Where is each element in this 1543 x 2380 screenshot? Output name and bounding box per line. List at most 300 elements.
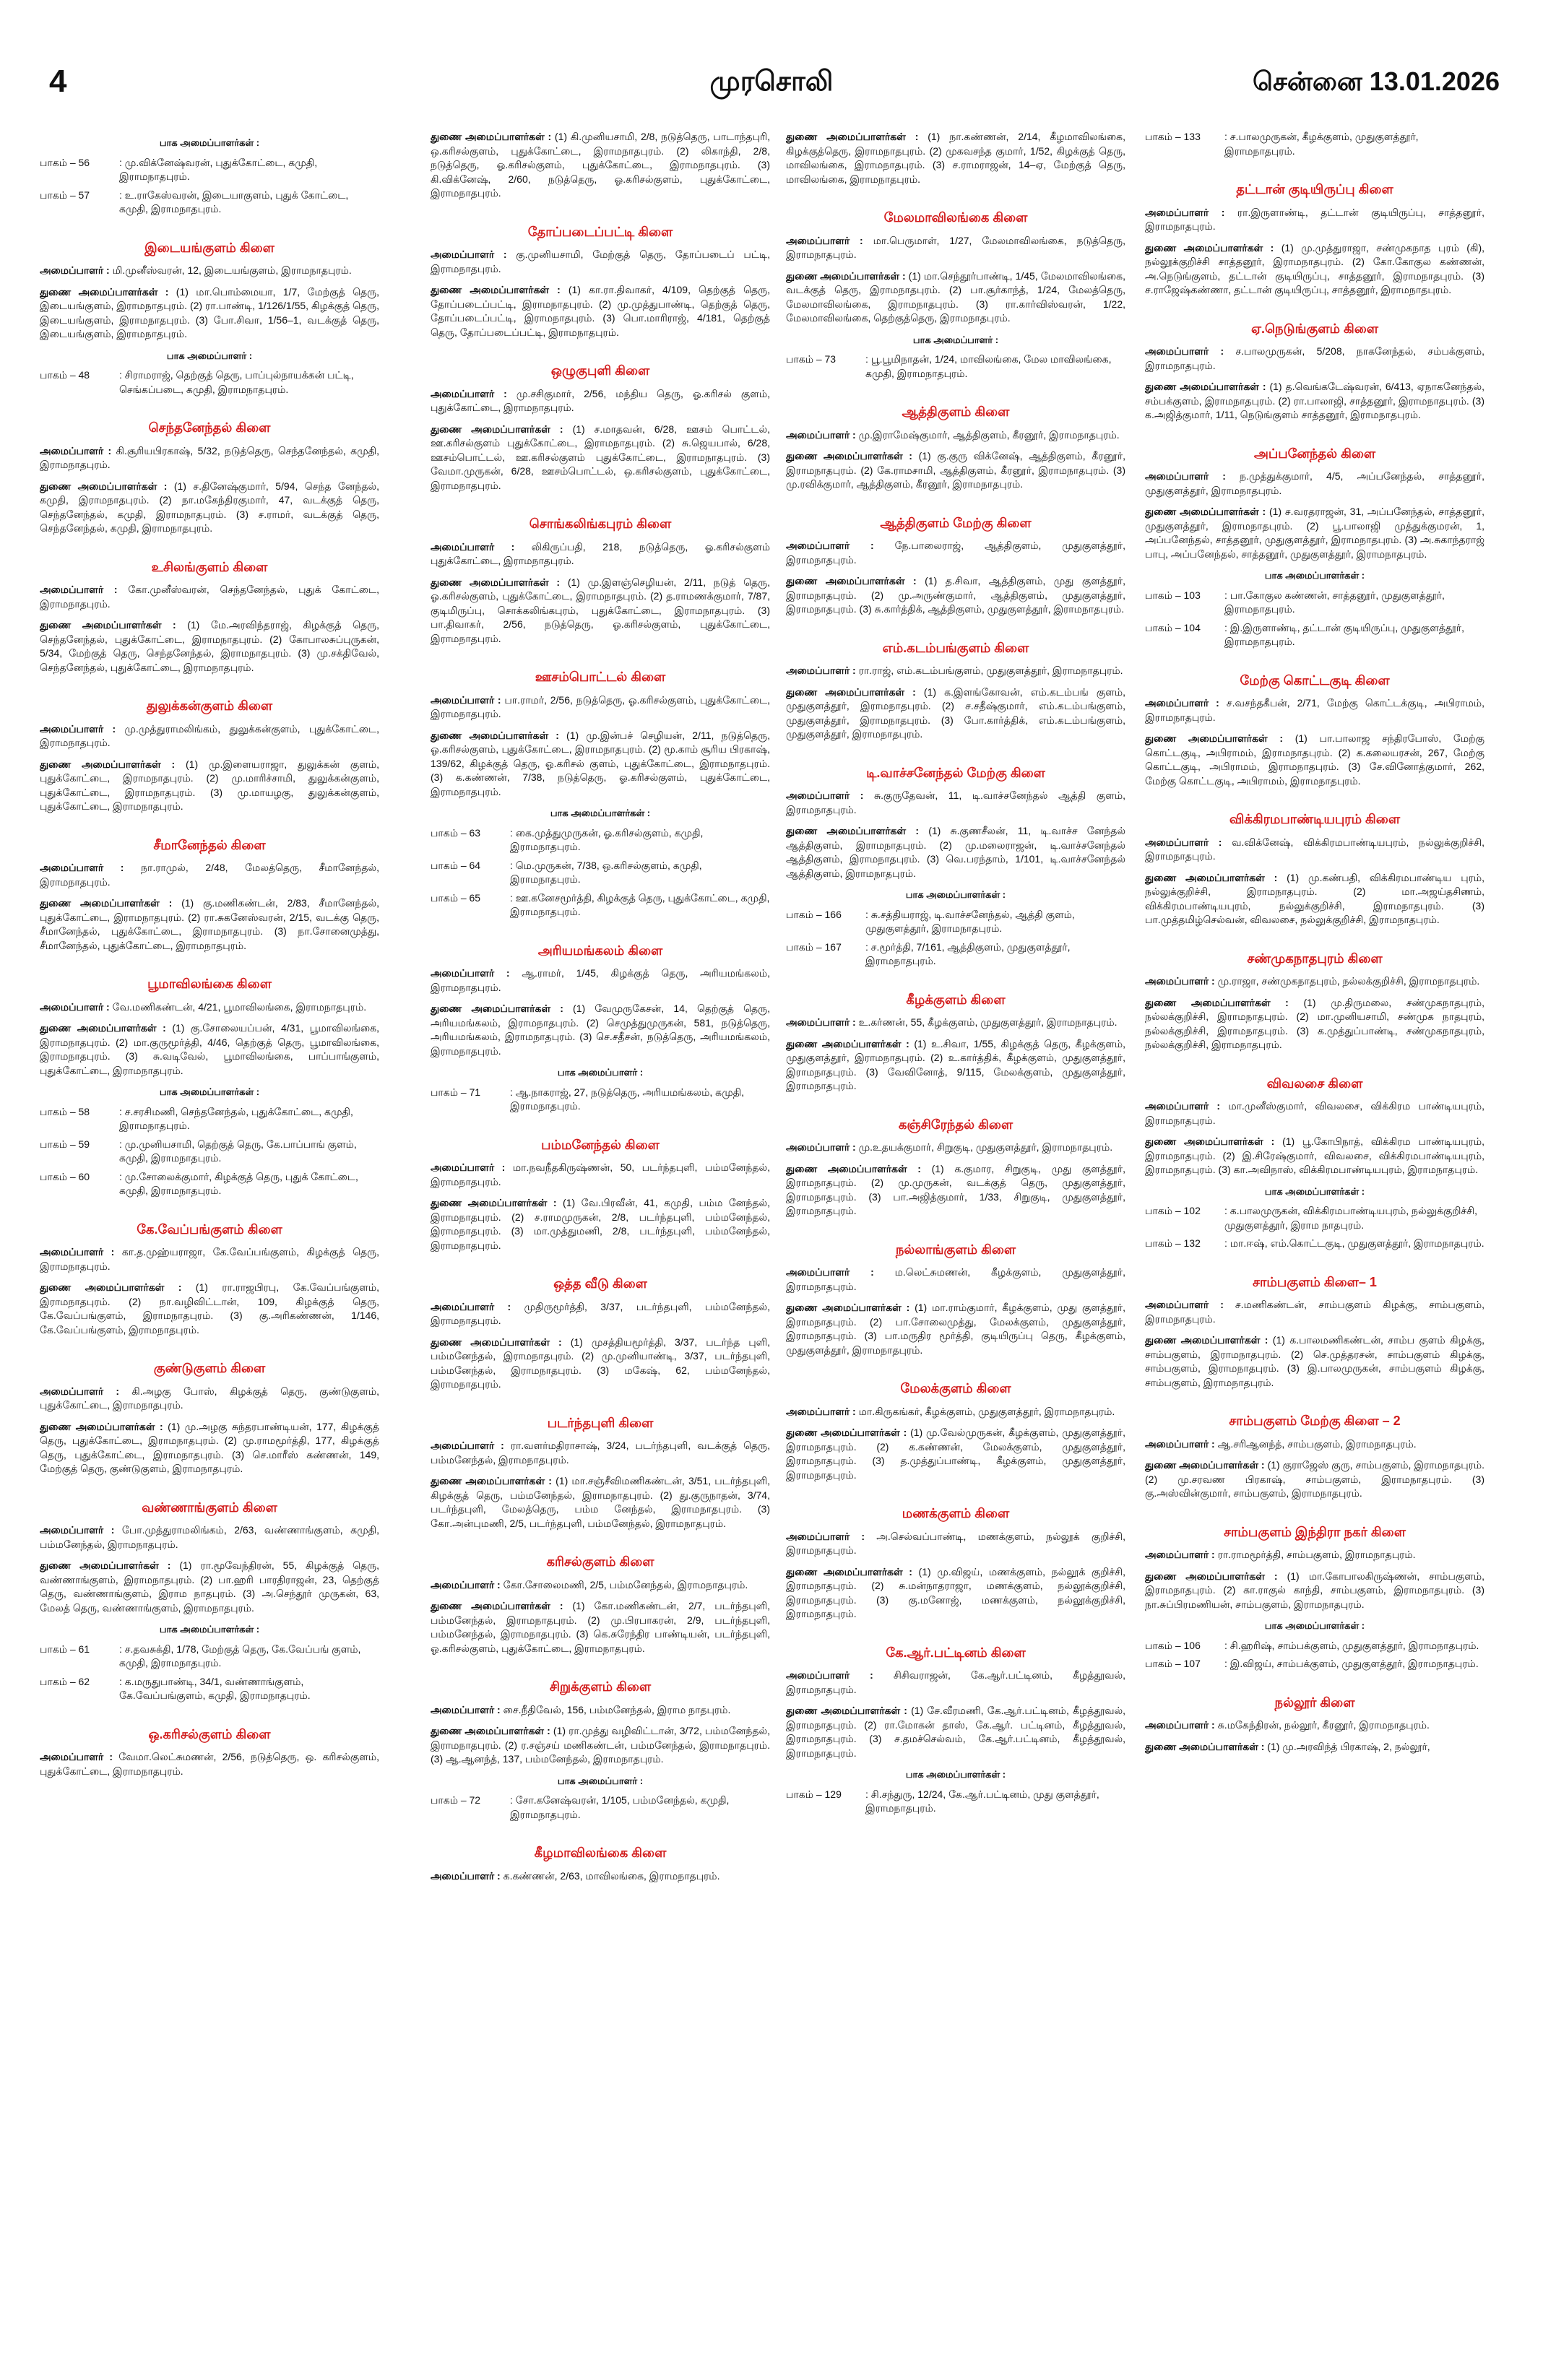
member-details: மு.ராஜா, சண்முகநாதபுரம், நல்லக்குறிச்சி, இராமநாதபுரம்.	[1217, 975, 1480, 987]
branch-heading: துலுக்கன்குளம் கிளை	[146, 698, 273, 713]
booth-details: : மு.சோலைக்குமார், கிழக்குத் தெரு, புதுக் கோட்டை, கமுதி, இராமநாதபுரம்.	[119, 1170, 358, 1196]
member-details: (1) கி.முனியசாமி, 2/8, நடுத்தெரு, பாடாந்தபுரி, ஒ.கரிசல்குளம், புதுக்கோட்டை, இராமநாதபுரம். (2) லிகாந்தி, 2/8, நடுத்தெரு, ஓ.கரிசல்குளம், புதுக்கோட்டை, இராமநாதபுரம். (3) கி.விக்னேஷ், 2/60, நடுத்தெரு, ஓ.கரிசல்குளம், புதுக்கோட்டை, இராமநாதபுரம்.	[431, 131, 770, 199]
member-entry	[1145, 206, 1484, 234]
member-entry	[786, 1265, 1125, 1294]
member-details: (1) சே.வீரமணி, கே.ஆர்.பட்டினம், கீழத்தூவல், இராமநாதபுரம். (2) ரா.மோகன் தாஸ், கே.ஆர். பட்டினம், கீழத்தூவல், இராமநாதபுரம். (3) ச.தமச்செல்வம், கே.ஆர்.பட்டினம், கீழத்தூவல், இராமநாதபுரம்.	[786, 1705, 1125, 1759]
branch-heading: கஞ்சிரேந்தல் கிளை	[898, 1117, 1013, 1132]
section-subtitle: பாக அமைப்பாளர்கள் :	[905, 889, 1006, 900]
member-entry	[786, 824, 1125, 880]
member-entry	[431, 693, 770, 722]
branch-heading: இடையங்குளம் கிளை	[144, 240, 275, 255]
branch-heading: அப்பனேந்தல் கிளை	[1253, 446, 1376, 461]
member-details: அ.செல்வப்பாண்டி, மணக்குளம், நல்லூக் குறிச்சி, இராமநாதபுரம்.	[786, 1530, 1125, 1556]
branch-heading: ஊசம்பொட்டல் கிளை	[535, 670, 666, 684]
member-details: வேமா.லெட்சுமணன், 2/56, நடுத்தெரு, ஒ. கரிசல்குளம், புதுக்கோட்டை, இராமநாதபுரம்.	[40, 1751, 379, 1777]
booth-details: : க.மருதுபாண்டி, 34/1, வண்ணாங்குளம், கே.வேப்பங்குளம், கமுதி, இராமநாதபுரம்.	[119, 1675, 311, 1701]
column-1	[40, 130, 379, 1786]
booth-row	[431, 1086, 770, 1114]
booth-row	[40, 156, 379, 184]
member-details: (1) கு.சோலையப்பன், 4/31, பூமாவிலங்கை, இராமநாதபுரம். (2) மா.குருமூர்த்தி, 4/46, தெற்குத் தெரு, பூமாவிலங்கை, இராமநாதபுரம். (3) சு.வடிவேல், பூமாவிலங்கை, பாப்பாங்குளம், புதுக்கோட்டை, இராமநாதபுரம்.	[40, 1022, 379, 1076]
role-label: அமைப்பாளர் :	[431, 387, 507, 399]
booth-row	[1145, 589, 1484, 617]
member-details: (1) மு.விஜய், மணக்குளம், நல்லூக் குறிச்சி, இராமநாதபுரம். (2) சு.மன்நாதராஜா, மணக்குளம், நல்லூக்குறிச்சி, இராமநாதபுரம். (3) கு.மனோஜ், மணக்குளம், நல்லூக்குறிச்சி, இராமநாதபுரம்.	[786, 1565, 1125, 1619]
member-details: (1) கு.மணிகண்டன், 2/83, சீமானேந்தல், புதுக்கோட்டை, இராமநாதபுரம். (2) ரா.சுகனேஸ்வரன், 2/15, வடக்கு தெரு, சீமானேந்தல், புதுக்கோட்டை, இராமநாதபுரம். (3) நா.சோனைமுத்து, சீமானேந்தல், புதுக்கோட்டை, இராமநாதபுரம்.	[40, 897, 379, 951]
booth-details: : இ.இருளாண்டி, தட்டான் குடியிருப்பு, முதுகுளத்தூர், இராமநாதபுரம்.	[1224, 621, 1464, 647]
role-label: துணை அமைப்பாளர்கள் :	[40, 1420, 163, 1432]
member-details: ஆ.சரிஆனந்த், சாம்பகுளம், இராமநாதபுரம்.	[1217, 1437, 1417, 1450]
role-label: அமைப்பாளர் :	[40, 264, 110, 276]
booth-row	[431, 826, 770, 854]
member-details: (1) மு.அழகு சுந்தரபாண்டியன், 177, கிழக்குத் தெரு, புதுக்கோட்டை, இராமநாதபுரம். (2) மு.ராமமூர்த்தி, 177, கிழக்குத் தெரு, புதுக்கோட்டை, இராமநாதபுரம். (3) செ.மாரீஸ் கண்ணன், 149, மேற்குத் தெரு, குண்டுகுளம், இராமநாதபுரம்.	[40, 1420, 379, 1474]
member-entry	[1145, 505, 1484, 561]
booth-row	[1145, 621, 1484, 649]
member-details: ஆ.ராமர், 1/45, கிழக்குத் தெரு, அரியமங்கலம், இராமநாதபுரம்.	[431, 967, 770, 993]
branch-heading: விக்கிரமபாண்டியபுரம் கிளை	[1229, 812, 1401, 826]
role-label: துணை அமைப்பாளர்கள் :	[40, 285, 169, 298]
booth-details: : க.பாலமுருகன், விக்கிரமபாண்டியபுரம், நல்லுக்குறிச்சி, முதுகுளத்தூர், இராம நாதபுரம்.	[1224, 1205, 1478, 1231]
newspaper-title: முரசொலி	[709, 66, 834, 97]
member-details: (1) வேமுருகேசன், 14, தெற்குத் தெரு, அரியமங்கலம், இராமநாதபுரம். (2) செமுத்துமுருகன், 581, நடுத்தெரு, அரியமங்கலம், இராமநாதபுரம். (3) செ.சதீசன், நடுத்தெரு, அரியமங்கலம், இராமநாதபுரம்.	[431, 1003, 770, 1057]
member-details: (1) மு.இன்பச் செழியன், 2/11, நடுத்தெரு, ஓ.கரிசல்குளம், புதுக்கோட்டை, இராமநாதபுரம். (2) மூ.காம் சூரிய பிரகாஷ், 139/62, கிழக்குத் தெரு, ஓ.கரிசல் குளம், புதுக்கோட்டை, இராமநாதபுரம். (3) க.கண்ணன், 7/38, நடுத்தெரு, ஓ.கரிசல்குளம், புதுக்கோட்டை, இராமநாதபுரம்.	[431, 729, 770, 797]
member-details: கா.த.முஹ்யராஜா, கே.வேப்பங்குளம், கிழக்குத் தெரு, இராமநாதபுரம்.	[40, 1246, 379, 1272]
branch-heading: டி.வாச்சனேந்தல் மேற்கு கிளை	[866, 765, 1045, 780]
branch-heading: சண்முகநாதபுரம் கிளை	[1247, 951, 1383, 966]
branch-heading: வண்ணாங்குளம் கிளை	[142, 1500, 277, 1515]
member-details: (1) மு.திருமலை, சண்முகநாதபுரம், நல்லக்குறிச்சி, இராமநாதபுரம். (2) மா.முனியசாமி, சண்முக நாதபுரம், நல்லக்குறிச்சி, இராமநாதபுரம். (3) க.முத்துப்பாண்டி, சண்முகநாதபுரம், நல்லக்குறிச்சி, இராமநாதபுரம்.	[1145, 996, 1484, 1050]
member-details: (1) மு.இளஞ்செழியன், 2/11, நடுத் தெரு, ஓ.கரிசல்குளம், புதுக்கோட்டை, இராமநாதபுரம். (2) த.ராமணக்குமார், 7/87, குடிமிருப்பு, சொக்கலிங்கபுரம், புதுக்கோட்டை, இராமநாதபுரம். (3) பா.திவாகர், 2/56, நடுத்தெரு, ஓ.கரிசல்குளம், புதுக்கோட்டை, இராமநாதபுரம்.	[431, 576, 770, 644]
member-details: (1) மே.அரவிந்தராஜ், கிழக்குத் தெரு, செந்தனேந்தல், புதுக்கோட்டை, இராமநாதபுரம். (2) கோபாலசுப்புருகன், 5/34, மேற்குத் தெரு, செந்தனேந்தல், இராமநாதபுரம். (3) மு.சக்திவேல், செந்தனேந்தல், புதுக்கோட்டை, இராமநாதபுரம்.	[40, 619, 379, 673]
member-entry	[786, 428, 1125, 443]
role-label: அமைப்பாளர் :	[40, 584, 118, 595]
member-details: (1) ச.வரதராஜன், 31, அப்பனேந்தல், சாத்தனூர், முதுகுளத்தூர், இராமநாதபுரம். (2) பூ.பாலாஜி முத்துக்குமரன், 1, அப்பனேந்தல், சாத்தனூர், முதுகுளத்தூர், இராமநாதபுரம். (3) அ.சுகாந்தராஜ் பாபு, அப்பனேந்தல், சாத்தனூர், முதுகுளத்தூர், இராமநாதபுரம்.	[1145, 506, 1484, 560]
member-details: ரா.இருளாண்டி, தட்டான் குடியிருப்பு, சாத்தனூர், இராமநாதபுரம்.	[1145, 206, 1484, 232]
member-details: (1) மா.சஞ்சீவிமணிகண்டன், 3/51, படர்ந்தபுளி, கிழக்குத் தெரு, பம்மனேந்தல், இராமநாதபுரம். (2) து.குருநாதன், 3/74, படர்ந்தபுளி, மேலத்தெரு, பம்ம னேந்தல், இராமநாதபுரம். (3) கோ.அன்புமணி, 2/5, படர்ந்தபுளி, பம்மனேந்தல், இராமநாதபுரம்.	[431, 1475, 770, 1529]
member-entry	[786, 1141, 1125, 1155]
role-label: அமைப்பாளர் :	[1145, 345, 1224, 357]
role-label: அமைப்பாளர் :	[431, 540, 515, 553]
member-details: (1) மு.கண்பதி, விக்கிரமபாண்டிய புரம், நல்லுக்குறிச்சி, இராமநாதபுரம். (2) மா.அஜய்தசிணம், விக்கிரமபாண்டியபுரம், நல்லுக்குறிச்சி, இராமநாதபுரம். (3) பா.முத்தமிழ்செல்வன், விவலசை, நல்லுக்குறிச்சி, இராமநாதபுரம்.	[1145, 871, 1484, 925]
member-entry	[40, 758, 379, 814]
member-entry	[786, 664, 1125, 678]
booth-number: பாகம் – 63	[431, 826, 481, 839]
member-details: (1) கோ.மணிகண்டன், 2/7, படர்ந்தபுளி, பம்மனேந்தல், இராமநாதபுரம். (2) மு.பிரபாகரன், 2/9, படர்ந்தபுளி, பம்மனேந்தல், இராமநாதபுரம். (3) கெ.சுரேந்திர பாண்டியன், படர்ந்தபுளி, ஓ.கரிசல்குளம், புதுக்கோட்டை, இராமநாதபுரம்.	[431, 1600, 770, 1654]
section-subtitle: பாக அமைப்பாளர்கள் :	[1264, 1185, 1365, 1197]
branch-heading: சாம்பகுளம் மேற்கு கிளை – 2	[1229, 1414, 1401, 1428]
member-details: (1) மு.முத்துராஜா, சண்முகநாத புரம் (கி), நல்லூக்குறிச்சி சாத்தனூர், இராமநாதபுரம். (2) கோ.கோகுல கண்ணன், அ.நெடுங்குளம், தட்டான் குடியிருப்பு, சாத்தனூர், இராமநாதபுரம். (3) ச.ராஜேஷ்கண்ணா, தட்டான் குடியிருப்பு, சாத்தனூர், இராமநாதபுரம்.	[1145, 241, 1484, 295]
member-details: மா.முனீஸ்குமார், விவலசை, விக்கிரம பாண்டியபுரம், இராமநாதபுரம்.	[1145, 1100, 1484, 1126]
member-details: சை.நீதிவேல், 156, பம்மனேந்தல், இராம நாதபுரம்.	[503, 1703, 731, 1715]
booth-details: : சு.சத்தியராஜ், டி.வாச்சனேந்தல், ஆத்தி குளம், முதுகுளத்தூர், இராமநாதபுரம்.	[865, 908, 1075, 934]
role-label: அமைப்பாளர் :	[40, 1000, 110, 1013]
role-label: அமைப்பாளர் :	[786, 428, 856, 441]
branch-heading: விவலசை கிளை	[1266, 1076, 1363, 1091]
member-entry	[40, 1245, 379, 1273]
role-label: துணை அமைப்பாளர்கள் :	[1145, 506, 1266, 517]
member-details: (1) க.குமார, சிறுகுடி, முது குளத்தூர், இராமநாதபுரம். (2) மு.முருகன், வடக்குத் தெரு, முதுகுளத்தூர், இராமநாதபுரம். (3) பா.அஜித்குமார், 1/33, சிறுகுடி, முதுகுளத்தூர், இராமநாதபுரம்.	[786, 1162, 1125, 1216]
member-entry	[786, 685, 1125, 742]
booth-number: பாகம் – 106	[1145, 1639, 1201, 1651]
role-label: அமைப்பாளர் :	[40, 722, 116, 735]
member-entry	[431, 1002, 770, 1058]
booth-row	[40, 189, 379, 217]
member-entry	[1145, 974, 1484, 989]
role-label: அமைப்பாளர் :	[786, 1405, 856, 1417]
member-details: கோ.சோலைமணி, 2/5, பம்மனேந்தல், இராமநாதபுரம்.	[503, 1578, 748, 1591]
booth-details: : இ.விஜய், சாம்பக்குளம், முதுகுளத்தூர், இராமநாதபுரம்.	[1224, 1658, 1479, 1669]
masthead	[43, 22, 1500, 108]
booth-details: : ச.தவசுக்தி, 1/78, மேற்குத் தெரு, கே.வேப்பங் குளம், கமுதி, இராமநாதபுரம்.	[119, 1643, 361, 1669]
branch-heading: சாம்பகுளம் இந்திரா நகர் கிளை	[1224, 1524, 1406, 1539]
role-label: அமைப்பாளர் :	[1145, 1719, 1215, 1731]
member-details: மி.முனீஸ்வரன், 12, இடையங்குளம், இராமநாதபுரம்.	[112, 264, 352, 276]
branch-heading: நல்லூர் கிளை	[1274, 1695, 1355, 1710]
role-label: அமைப்பாளர் :	[786, 1141, 856, 1153]
member-entry	[431, 248, 770, 276]
member-entry	[1145, 469, 1484, 498]
booth-row	[431, 859, 770, 887]
role-label: துணை அமைப்பாளர்கள் :	[40, 1281, 182, 1293]
role-label: அமைப்பாளர் :	[786, 1669, 873, 1681]
role-label: அமைப்பாளர் :	[40, 1524, 115, 1536]
role-label: துணை அமைப்பாளர்கள் :	[431, 1475, 552, 1487]
booth-details: : மெ.முருகன், 7/38, ஒ.கரிசல்குளம், கமுதி, இராமநாதபுரம்.	[510, 859, 702, 885]
role-label: துணை அமைப்பாளர்கள் :	[40, 480, 168, 492]
role-label: துணை அமைப்பாளர்கள் :	[431, 1197, 557, 1208]
member-entry	[1145, 871, 1484, 927]
member-entry	[40, 896, 379, 953]
role-label: அமைப்பாளர் :	[1145, 1549, 1215, 1560]
role-label: அமைப்பாளர் :	[431, 1578, 501, 1591]
booth-number: பாகம் – 132	[1145, 1237, 1201, 1249]
booth-row	[1145, 1204, 1484, 1232]
member-details: மு.இராமேஷ்குமார், ஆத்திகுளம், கீரனூர், இராமநாதபுரம்.	[858, 428, 1120, 441]
member-entry	[1145, 1099, 1484, 1128]
member-details: ச.வசந்தகீபன், 2/71, மேற்கு கொட்டக்குடி, அபிராமம், இராமநாதபுரம்.	[1145, 697, 1484, 723]
member-entry	[786, 130, 1125, 186]
member-entry	[431, 130, 770, 201]
dateline: சென்னை 13.01.2026	[1252, 66, 1500, 96]
page-number: 4	[49, 64, 67, 99]
member-entry	[40, 861, 379, 889]
member-entry	[431, 1578, 770, 1593]
booth-number: பாகம் – 65	[431, 891, 481, 904]
member-entry	[1145, 345, 1484, 373]
member-entry	[786, 1016, 1125, 1030]
member-details: பா.ராமர், 2/56, நடுத்தெரு, ஓ.கரிசல்குளம், புதுக்கோட்டை, இராமநாதபுரம்.	[431, 693, 770, 719]
booth-details: : மா.ஈஷ், எம்.கொட்டகுடி, முதுகுளத்தூர், இராமநாதபுரம்.	[1224, 1237, 1484, 1249]
branch-heading: கே.ஆர்.பட்டினம் கிளை	[886, 1645, 1026, 1660]
booth-row	[786, 1788, 1125, 1816]
member-entry	[40, 444, 379, 472]
branch-heading: ஆத்திகுளம் கிளை	[902, 404, 1010, 419]
role-label: அமைப்பாளர் :	[1145, 836, 1222, 848]
member-entry	[786, 574, 1125, 617]
branch-heading: ஏ.நெடுங்குளம் கிளை	[1250, 321, 1379, 336]
section-subtitle: பாக அமைப்பாளர் :	[557, 1067, 644, 1078]
member-details: உ.கர்ணன், 55, கீழக்குளம், முதுகுளத்தூர், இராமநாதபுரம்.	[858, 1016, 1118, 1028]
member-details: (1) நா.கண்ணன், 2/14, கீழமாவிலங்கை, கிழக்குத்தெரு, இராமநாதபுரம். (2) முகவசந்த குமார், 1/52, கிழக்குத் தெரு, மாவிலங்கை, இராமநாதபுரம். (3) ச.ராமராஜன், 14–ஏ, மேற்குத் தெரு, மாவிலங்கை, இராமநாதபுரம்.	[786, 131, 1125, 185]
role-label: அமைப்பாளர் :	[431, 1703, 501, 1715]
member-entry	[40, 583, 379, 611]
booth-row	[40, 368, 379, 397]
booth-number: பாகம் – 73	[786, 353, 837, 365]
booth-row	[40, 1138, 379, 1166]
role-label: துணை அமைப்பாளர்கள் :	[1145, 1570, 1278, 1582]
member-entry	[786, 1037, 1125, 1094]
member-entry	[1145, 1548, 1484, 1562]
member-details: மா.நவநீதகிருஷ்ணன், 50, படர்ந்தபுளி, பம்மனேந்தல், இராமநாதபுரம்.	[431, 1161, 770, 1187]
booth-row	[40, 1675, 379, 1703]
member-details: மா.கிருகங்கர், கீழக்குளம், முதுகுளத்தூர், இராமநாதபுரம்.	[858, 1405, 1115, 1417]
member-entry	[786, 1426, 1125, 1482]
branch-heading: கீழக்குளம் கிளை	[906, 992, 1006, 1007]
column-4	[1145, 130, 1484, 1761]
member-entry	[786, 1162, 1125, 1219]
member-details: லிகிருப்பதி, 218, நடுத்தெரு, ஓ.கரிசல்குளம் புதுக்கோட்டை, இராமநாதபுரம்.	[431, 540, 770, 566]
member-details: (1) மு.அரவிந்த் பிரகாஷ், 2, நல்லூர்,	[1267, 1740, 1430, 1752]
role-label: அமைப்பாளர் :	[1145, 697, 1219, 709]
role-label: துணை அமைப்பாளர்கள் :	[786, 1302, 910, 1313]
role-label: அமைப்பாளர் :	[1145, 470, 1226, 482]
booth-details: : ஆ.நாகராஜ், 27, நடுத்தெரு, அரியமங்கலம், கமுதி, இராமநாதபுரம்.	[510, 1086, 744, 1112]
member-details: (1) க.பாலமணிகண்டன், சாம்ப குளம் கிழக்கு, சாம்பகுளம், இராமநாதபுரம். (2) செ.முத்தரசன், சாம்பகுளம் கிழக்கு, சாம்பகுளம், இராமநாதபுரம். (3) இ.பாலமுருகன், சாம்பகுளம் கிழக்கு, சாம்பகுளம், இராமநாதபுரம்.	[1145, 1334, 1484, 1388]
member-entry	[431, 729, 770, 800]
role-label: அமைப்பாளர் :	[40, 1385, 120, 1397]
branch-heading: கரிசல்குளம் கிளை	[546, 1554, 654, 1569]
role-label: துணை அமைப்பாளர்கள் :	[786, 450, 912, 462]
member-entry	[786, 449, 1125, 492]
member-details: (1) ரா.மூவேந்திரன், 55, கிழக்குத் தெரு, வண்ணாங்குளம், இராமநாதபுரம். (2) பா.ஹரி பாரதிராஜன், 23, தெற்குத் தெரு, வண்ணாங்குளம், இராம நாதபுரம். (3) அ.செந்தூர் முருகன், 63, மேலத் தெரு, வண்ணாங்குளம், இராமநாதபுரம்.	[40, 1559, 379, 1614]
member-details: (1) முசத்தியமூர்த்தி, 3/37, படர்ந்த புளி, பம்மனேந்தல், இராமநாதபுரம். (2) மு.முனியாண்டி, 3/37, படர்ந்தபுளி, பம்மனேந்தல், இராமநாதபுரம். (3) மகேஷ், 62, பம்மனேந்தல், இராமநாதபுரம்.	[431, 1336, 770, 1390]
role-label: துணை அமைப்பாளர்கள் :	[431, 1600, 563, 1611]
member-entry	[40, 1000, 379, 1015]
branch-heading: மேலமாவிலங்கை கிளை	[883, 210, 1028, 225]
booth-row	[1145, 1237, 1484, 1251]
booth-number: பாகம் – 167	[786, 940, 842, 953]
booth-details: : சி.ஹரிஷ், சாம்பக்குளம், முதுகுளத்தூர், இராமநாதபுரம்.	[1224, 1639, 1479, 1651]
booth-details: : பூ.பூமிநாதன், 1/24, மாவிலங்கை, மேல மாவிலங்கை, கமுதி, இராமநாதபுரம்.	[865, 353, 1112, 379]
role-label: துணை அமைப்பாளர்கள் :	[786, 1427, 907, 1438]
member-entry	[431, 1196, 770, 1252]
role-label: துணை அமைப்பாளர்கள் :	[431, 576, 561, 588]
booth-number: பாகம் – 72	[431, 1794, 481, 1806]
role-label: துணை அமைப்பாளர்கள் :	[1145, 1334, 1268, 1346]
booth-number: பாகம் – 103	[1145, 589, 1201, 601]
role-label: அமைப்பாளர் :	[431, 967, 510, 979]
role-label: துணை அமைப்பாளர்கள் :	[40, 1559, 171, 1571]
member-details: (1) சு.குணசீலன், 11, டி.வாச்ச னேந்தல் ஆத்திகுளம், இராமநாதபுரம். (2) மு.மலைராஜன், டி.வாச்சனேந்தல் ஆத்திகுளம், இராமநாதபுரம். (3) வெ.பரந்தாம், 1/101, டி.வாச்சனேந்தல் ஆத்திகுளம், இராமநாதபுரம்.	[786, 825, 1125, 879]
member-details: மா.பெருமாள், 1/27, மேலமாவிலங்கை, நடுத்தெரு, இராமநாதபுரம்.	[786, 234, 1125, 260]
role-label: அமைப்பாளர் :	[786, 234, 863, 246]
role-label: துணை அமைப்பாளர்கள் :	[1145, 241, 1274, 254]
booth-details: : கை.முத்துமுருகன், ஓ.கரிசல்குளம், கமுதி, இராமநாதபுரம்.	[510, 826, 704, 852]
role-label: துணை அமைப்பாளர்கள் :	[786, 825, 919, 836]
branch-heading: மணக்குளம் கிளை	[902, 1506, 1010, 1520]
role-label: அமைப்பாளர் :	[40, 1751, 113, 1762]
booth-details: : சி.சந்துரு, 12/24, கே.ஆர்.பட்டினம், முது குளத்தூர், இராமநாதபுரம்.	[865, 1788, 1099, 1814]
branch-heading: பம்மனேந்தல் கிளை	[541, 1137, 660, 1152]
role-label: அமைப்பாளர் :	[431, 1869, 501, 1882]
member-entry	[40, 1021, 379, 1078]
member-details: (1) ரா.முத்து வழிவிட்டான், 3/72, பம்மனேந்தல், இராமநாதபுரம். (2) ர.சஞ்சய் மணிகண்டன், பம்மனேந்தல், இராமநாதபுரம். (3) ஆ.ஆனந்த், 137, பம்மனேந்தல், இராமநாதபுரம்.	[431, 1725, 770, 1765]
member-entry	[1145, 696, 1484, 724]
role-label: துணை அமைப்பாளர்கள் :	[431, 131, 552, 142]
role-label: அமைப்பாளர் :	[40, 1246, 115, 1258]
role-label: அமைப்பாளர் :	[786, 789, 864, 801]
member-entry	[431, 423, 770, 493]
member-entry	[431, 1439, 770, 1467]
booth-number: பாகம் – 57	[40, 189, 90, 201]
booth-details: : ச.மூர்த்தி, 7/161, ஆத்திகுளம், முதுகுளத்தூர், இராமநாதபுரம்.	[865, 940, 1071, 966]
booth-number: பாகம் – 48	[40, 369, 90, 381]
member-details: முதிருமூர்த்தி, 3/37, படர்ந்தபுளி, பம்மனேந்தல், இராமநாதபுரம்.	[431, 1300, 770, 1326]
branch-heading: கே.வேப்பங்குளம் கிளை	[137, 1221, 282, 1237]
member-details: (1) மு.வேல்முருகன், கீழக்குளம், முதுகுளத்தூர், இராமநாதபுரம். (2) க.கண்ணன், மேலக்குளம், முதுகுளத்தூர், இராமநாதபுரம். (3) த.முத்துப்பாண்டி, கீழக்குளம், முதுகுளத்தூர், இராமநாதபுரம்.	[786, 1427, 1125, 1481]
booth-number: பாகம் – 166	[786, 908, 842, 920]
section-subtitle: பாக அமைப்பாளர்கள் :	[159, 1624, 260, 1635]
branch-heading: சொங்கலிங்கபுரம் கிளை	[529, 516, 672, 531]
member-details: நா.ராமுல், 2/48, மேலத்தெரு, சீமானேந்தல், இராமநாதபுரம்.	[40, 862, 379, 888]
member-entry	[1145, 1458, 1484, 1501]
role-label: அமைப்பாளர் :	[1145, 1299, 1224, 1310]
member-details: (1) த.சிவா, ஆத்திகுளம், முது குளத்தூர், இராமநாதபுரம். (2) மு.அருண்குமார், ஆத்திகுளம், முதுகுளத்தூர், இராமநாதபுரம். (3) சு.கார்த்திக், ஆத்திகுளம், முதுகுளத்தூர், இராமநாதபுரம்.	[786, 575, 1125, 615]
member-entry	[431, 1724, 770, 1767]
role-label: துணை அமைப்பாளர்கள் :	[1145, 1459, 1265, 1471]
booth-row	[431, 891, 770, 919]
booth-number: பாகம் – 64	[431, 859, 481, 871]
role-label: அமைப்பாளர் :	[431, 1300, 511, 1312]
role-label: அமைப்பாளர் :	[431, 1161, 506, 1173]
member-entry	[786, 1565, 1125, 1622]
member-entry	[40, 1420, 379, 1476]
branch-heading: சீமானேந்தல் கிளை	[153, 837, 266, 852]
role-label: துணை அமைப்பாளர்கள் :	[1145, 1740, 1265, 1752]
role-label: துணை அமைப்பாளர்கள் :	[431, 1725, 550, 1736]
member-entry	[431, 283, 770, 339]
booth-details: : பா.கோகுல கண்ணன், சாத்தனூர், முதுகுளத்தூர், இராமநாதபுரம்.	[1224, 589, 1445, 615]
member-entry	[431, 1336, 770, 1392]
member-details: (1) குராஜேஸ் குரு, சாம்பகுளம், இராமநாதபுரம். (2) மு.சரவண பிரகாஷ், சாம்பகுளம், இராமநாதபுரம். (3) கு.அஸ்வின்குமார், சாம்பகுளம், இராமநாதபுரம்.	[1145, 1459, 1484, 1499]
member-entry	[431, 1869, 770, 1884]
role-label: அமைப்பாளர் :	[431, 693, 501, 706]
booth-number: பாகம் – 129	[786, 1788, 842, 1800]
member-entry	[40, 264, 379, 278]
member-details: ம.லெட்சுமணன், கீழக்குளம், முதுகுளத்தூர், இராமநாதபுரம்.	[786, 1266, 1125, 1292]
member-details: (1) மா.பொம்மையா, 1/7, மேற்குத் தெரு, இடையங்குளம், இராமநாதபுரம். (2) ரா.பாண்டி, 1/126/1/55, கிழக்குத் தெரு, இடையங்குளம், இராமநாதபுரம். (3) போ.சிவா, 1/56–1, வடக்குத் தெரு, இடையங்குளம், இராமநாதபுரம்.	[40, 285, 379, 339]
section-subtitle: பாக அமைப்பாளர் :	[912, 334, 999, 345]
role-label: அமைப்பாளர் :	[40, 444, 112, 456]
branch-heading: சிறுக்குளம் கிளை	[549, 1679, 652, 1694]
member-details: (1) பா.பாலாஜ சந்திரபோஸ், மேற்கு கொட்டகுடி, அபிராமம், இராமநாதபுரம். (2) க.கலையரசன், 267, மேற்கு கொட்டகுடி, அபிராமம், இராமநாதபுரம். (3) சே.வினோத்குமார், 262, மேற்கு கொட்டகுடி, அபிராமம், இராமநாதபுரம்.	[1145, 732, 1484, 787]
booth-row	[40, 1170, 379, 1198]
member-details: ந.முத்துக்குமார், 4/5, அப்பனேந்தல், சாத்தனூர், முதுகுளத்தூர், இராமநாதபுரம்.	[1145, 470, 1484, 496]
member-details: (1) ச.தினேஷ்குமார், 5/94, செந்த னேந்தல், கமுதி, இராமநாதபுரம். (2) நா.மகேந்திரகுமார், 47, வடக்குத் தெரு, செந்தனேந்தல், கமுதி, இராமநாதபுரம். (3) ச.ராமர், வடக்குத் தெரு, செந்தனேந்தல், கமுதி, இராமநாதபுரம்.	[40, 480, 379, 534]
member-details: கு.முனியசாமி, மேற்குத் தெரு, தோப்படைப் பட்டி, இராமநாதபுரம்.	[431, 248, 770, 274]
role-label: அமைப்பாளர் :	[786, 1266, 874, 1278]
member-details: மு.உதயக்குமார், சிறுகுடி, முதுகுளத்தூர், இராமநாதபுரம்.	[858, 1141, 1113, 1153]
member-entry	[1145, 1570, 1484, 1612]
member-entry	[431, 966, 770, 995]
booth-number: பாகம் – 62	[40, 1675, 90, 1687]
section-subtitle: பாக அமைப்பாளர்கள் :	[905, 1769, 1006, 1780]
role-label: துணை அமைப்பாளர்கள் :	[786, 269, 906, 282]
booth-number: பாகம் – 133	[1145, 131, 1201, 142]
member-entry	[1145, 1718, 1484, 1733]
member-entry	[1145, 732, 1484, 788]
member-details: (1) மா.செந்தூர்பாண்டி, 1/45, மேலமாவிலங்கை, வடக்குத் தெரு, இராமநாதபுரம். (2) பா.சூர்காந்த், 1/24, மேலத்தெரு, மேலமாவிலங்கை, இராமநாதபுரம். (3) ரா.கார்விஸ்வரன், 1/22, மேலமாவிலங்கை, தெற்குத்தெரு, இராமநாதபுரம்.	[786, 269, 1125, 324]
member-entry	[431, 387, 770, 415]
booth-number: பாகம் – 61	[40, 1643, 90, 1655]
booth-details: : மு.விக்னேஷ்வரன், புதுக்கோட்டை, கமுதி, இராமநாதபுரம்.	[119, 156, 318, 182]
role-label: அமைப்பாளர் :	[431, 1440, 504, 1451]
role-label: துணை அமைப்பாளர்கள் :	[786, 575, 917, 587]
role-label: துணை அமைப்பாளர்கள் :	[431, 423, 563, 435]
member-entry	[786, 789, 1125, 817]
role-label: அமைப்பாளர் :	[431, 248, 507, 260]
member-entry	[786, 1405, 1125, 1419]
role-label: துணை அமைப்பாளர்கள் :	[40, 619, 176, 631]
member-details: (1) உ.சிவா, 1/55, கிழக்குத் தெரு, கீழக்குளம், முதுகுளத்தூர், இராமநாதபுரம். (2) உ.கார்த்திக், கீழக்குளம், முதுகுளத்தூர், இராமநாதபுரம். (3) வேவினோத், 9/115, மேலக்குளம், முதுகுளத்தூர், இராமநாதபுரம்.	[786, 1037, 1125, 1091]
member-details: ரா.ராமமூர்த்தி, சாம்பகுளம், இராமநாதபுரம்.	[1217, 1549, 1416, 1560]
member-entry	[1145, 1437, 1484, 1452]
branch-heading: ஒ.கரிசல்குளம் கிளை	[148, 1726, 271, 1741]
member-entry	[786, 1301, 1125, 1357]
member-details: (1) மு.இளையராஜா, துலுக்கன் குளம், புதுக்கோட்டை, இராமநாதபுரம். (2) மு.மாரிச்சாமி, துலுக்கன்குளம், புதுக்கோட்டை, இராமநாதபுரம். (3) மு.மாயழகு, துலுக்கன்குளம், புதுக்கோட்டை, இராமநாதபுரம்.	[40, 758, 379, 812]
role-label: துணை அமைப்பாளர்கள் :	[786, 1037, 909, 1050]
member-details: ச.பாலமுருகன், 5/208, நாகனேந்தல், சம்பக்குளம், இராமநாதபுரம்.	[1145, 345, 1484, 371]
member-details: ச.மணிகண்டன், சாம்பகுளம் கிழக்கு, சாம்பகுளம், இராமநாதபுரம்.	[1145, 1299, 1484, 1325]
member-entry	[1145, 380, 1484, 423]
role-label: துணை அமைப்பாளர்கள் :	[1145, 732, 1284, 744]
member-details: மு.முத்துராமலிங்கம், துலுக்கன்குளம், புதுக்கோட்டை, இராமநாதபுரம்.	[40, 722, 379, 748]
member-details: வே.மணிகண்டன், 4/21, பூமாவிலங்கை, இராமநாதபுரம்.	[112, 1000, 367, 1013]
member-entry	[40, 1385, 379, 1413]
member-details: (1) த.வெங்கடேஷ்வரன், 6/413, ஏநாகனேந்தல், சம்பக்குளம், இராமநாதபுரம். (2) ரா.பாலாஜி, சாத்தனூர், இராமநாதபுரம். (3) க.அஜித்குமார், 1/11, நெடுங்குளம் சாத்தனூர், இராமநாதபுரம்.	[1145, 381, 1484, 420]
branch-heading: மேற்கு கொட்டகுடி கிளை	[1240, 672, 1390, 688]
role-label: துணை அமைப்பாளர்கள் :	[1145, 1135, 1275, 1147]
column-2	[431, 130, 770, 1890]
member-details: (1) பூ.கோபிநாத், விக்கிரம பாண்டியபுரம், இராமநாதபுரம். (2) இ.சிரேஷ்குமார், விவலசை, விக்கிரமபாண்டியபுரம், இராமநாதபுரம். (3) கா.அவிநாஸ், விக்கிரமபாண்டியபுரம், இராமநாதபுரம்.	[1145, 1135, 1484, 1175]
section-subtitle: பாக அமைப்பாளர்கள் :	[159, 1086, 260, 1097]
booth-number: பாகம் – 59	[40, 1138, 90, 1150]
booth-row	[431, 1793, 770, 1822]
member-entry	[40, 618, 379, 675]
role-label: துணை அமைப்பாளர்கள் :	[1145, 381, 1266, 392]
member-entry	[1145, 836, 1484, 864]
member-entry	[431, 1599, 770, 1656]
booth-details: : ச.சரசிமணி, செந்தனேந்தல், புதுக்கோட்டை, கமுதி, இராமநாதபுரம்.	[119, 1105, 353, 1131]
branch-heading: அரியமங்கலம் கிளை	[537, 943, 663, 958]
branch-heading: பூமாவிலங்கை கிளை	[147, 977, 272, 991]
member-entry	[786, 539, 1125, 567]
role-label: துணை அமைப்பாளர்கள் :	[786, 131, 919, 142]
branch-heading: மேலக்குளம் கிளை	[900, 1381, 1011, 1395]
role-label: துணை அமைப்பாளர்கள் :	[40, 758, 176, 770]
role-label: அமைப்பாளர் :	[786, 540, 874, 551]
member-entry	[786, 234, 1125, 262]
member-entry	[431, 1703, 770, 1718]
branch-heading: ஆத்திகுளம் மேற்கு கிளை	[880, 515, 1032, 530]
branch-heading: செந்தனேந்தல் கிளை	[148, 420, 271, 435]
member-details: (1) கு.குரு விக்னேஷ், ஆத்திகுளம், கீரனூர், இராமநாதபுரம். (2) கே.ராமசாமி, ஆத்திகுளம், கீரனூர், இராமநாதபுரம். (3) மு.ரவிக்குமார், ஆத்திகுளம், கீரனூர், இராமநாதபுரம்.	[786, 450, 1125, 490]
branch-heading: கீழமாவிலங்கை கிளை	[534, 1845, 667, 1860]
member-entry	[1145, 1135, 1484, 1177]
section-subtitle: பாக அமைப்பாளர் :	[557, 1775, 644, 1786]
member-details: ரா.ராஜ், எம்.கடம்பங்குளம், முதுகுளத்தூர், இராமநாதபுரம்.	[858, 665, 1123, 676]
member-entry	[786, 269, 1125, 326]
member-details: (1) கா.ரா.திவாகர், 4/109, தெற்குத் தெரு, தோப்படைப்பட்டி, இராமநாதபுரம். (2) மு.முத்துபாண்டி, தெற்குத் தெரு, தோப்படைப்பட்டி, இராமநாதபுரம். (3) பொ.மாரிராஜ், 4/181, தெற்குத் தெரு, தோப்படைப்பட்டி, இராமநாதபுரம்.	[431, 284, 770, 338]
booth-row	[40, 1105, 379, 1133]
